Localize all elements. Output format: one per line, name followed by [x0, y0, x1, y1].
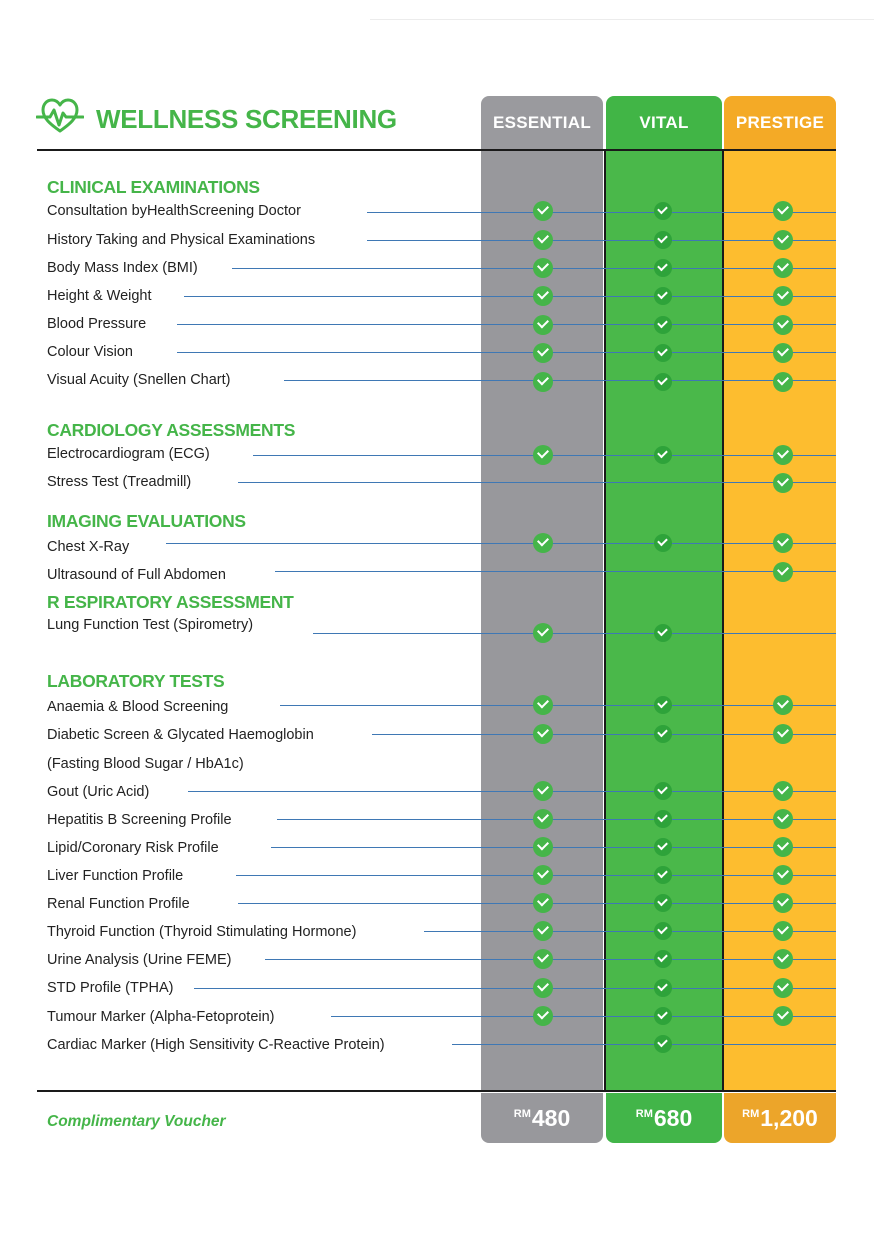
leader-line [271, 847, 836, 848]
check-icon [773, 809, 793, 829]
check-icon [773, 1006, 793, 1026]
check-icon [654, 979, 672, 997]
price-amount: 680 [653, 1105, 693, 1131]
leader-line [280, 705, 836, 706]
price-currency: RM [742, 1108, 760, 1120]
section-title: CLINICAL EXAMINATIONS [47, 177, 260, 197]
list-item: Gout (Uric Acid) [47, 784, 150, 800]
check-icon [654, 534, 672, 552]
check-icon [773, 372, 793, 392]
check-icon [654, 922, 672, 940]
price-amount: 480 [531, 1105, 571, 1131]
check-icon [773, 865, 793, 885]
header-rule [37, 149, 836, 151]
package-name-essential: ESSENTIAL [492, 113, 592, 132]
check-icon [654, 810, 672, 828]
check-icon [773, 724, 793, 744]
leader-line [177, 324, 836, 325]
leader-line [188, 791, 836, 792]
check-icon [533, 286, 553, 306]
check-icon [533, 837, 553, 857]
page-title: WELLNESS SCREENING [96, 104, 397, 134]
check-icon [533, 445, 553, 465]
check-icon [773, 837, 793, 857]
check-icon [654, 202, 672, 220]
check-icon [533, 623, 553, 643]
leader-line [331, 1016, 836, 1017]
check-icon [533, 809, 553, 829]
check-icon [533, 865, 553, 885]
package-header-prestige [724, 96, 836, 150]
check-icon [654, 446, 672, 464]
leader-line [275, 571, 836, 572]
check-icon [654, 838, 672, 856]
leader-line [452, 1044, 836, 1045]
check-icon [654, 1035, 672, 1053]
package-name-prestige: PRESTIGE [735, 113, 825, 132]
check-icon [654, 259, 672, 277]
check-icon [773, 201, 793, 221]
check-icon [533, 949, 553, 969]
check-icon [533, 372, 553, 392]
check-icon [654, 344, 672, 362]
check-icon [533, 724, 553, 744]
list-item: Tumour Marker (Alpha-Fetoprotein) [47, 1009, 275, 1025]
column-divider [722, 151, 724, 1091]
section-title: LABORATORY TESTS [47, 671, 225, 691]
leader-line [184, 296, 836, 297]
check-icon [773, 473, 793, 493]
check-icon [533, 781, 553, 801]
top-rule [370, 19, 874, 20]
check-icon [533, 1006, 553, 1026]
check-icon [773, 695, 793, 715]
check-icon [533, 258, 553, 278]
check-icon [533, 315, 553, 335]
check-icon [773, 258, 793, 278]
list-item: Consultation byHealthScreening Doctor [47, 203, 301, 219]
check-icon [654, 624, 672, 642]
leader-line [284, 380, 836, 381]
section-title: IMAGING EVALUATIONS [47, 511, 246, 531]
check-icon [773, 949, 793, 969]
check-icon [654, 866, 672, 884]
check-icon [654, 373, 672, 391]
list-item: Body Mass Index (BMI) [47, 260, 198, 276]
check-icon [773, 562, 793, 582]
list-item: Lung Function Test (Spirometry) [47, 617, 254, 633]
package-name-vital: VITAL [639, 113, 689, 132]
footer-rule [37, 1090, 836, 1092]
leader-line [367, 212, 836, 213]
list-item: STD Profile (TPHA) [47, 980, 174, 996]
column-divider [604, 151, 606, 1091]
leader-line [313, 633, 836, 634]
leader-line [238, 482, 836, 483]
package-price-vital [606, 1093, 722, 1143]
list-item: History Taking and Physical Examinations [47, 232, 316, 248]
check-icon [533, 893, 553, 913]
list-item: Cardiac Marker (High Sensitivity C-Reactive Protein) [47, 1037, 385, 1053]
check-icon [654, 950, 672, 968]
leader-line [372, 734, 836, 735]
check-icon [654, 725, 672, 743]
price-currency: RM [635, 1108, 653, 1120]
check-icon [773, 781, 793, 801]
complimentary-voucher: Complimentary Voucher [47, 1113, 226, 1130]
price-currency: RM [513, 1108, 531, 1120]
check-icon [773, 343, 793, 363]
section-title: R ESPIRATORY ASSESSMENT [47, 592, 294, 612]
list-item: Thyroid Function (Thyroid Stimulating Hormone) [47, 924, 357, 940]
check-icon [773, 230, 793, 250]
check-icon [654, 894, 672, 912]
check-icon [773, 533, 793, 553]
check-icon [533, 921, 553, 941]
list-item: Colour Vision [47, 344, 133, 360]
list-item: Ultrasound of Full Abdomen [47, 567, 226, 583]
leader-line [277, 819, 836, 820]
leader-line [177, 352, 836, 353]
check-icon [773, 445, 793, 465]
list-item: Electrocardiogram (ECG) [47, 446, 210, 462]
check-icon [533, 533, 553, 553]
leader-line [194, 988, 836, 989]
list-item: Blood Pressure [47, 316, 147, 332]
list-item: Stress Test (Treadmill) [47, 474, 192, 490]
check-icon [654, 287, 672, 305]
list-item: Chest X-Ray [47, 539, 130, 555]
check-icon [773, 893, 793, 913]
list-item: Urine Analysis (Urine FEME) [47, 952, 232, 968]
list-item: Renal Function Profile [47, 896, 190, 912]
package-header-essential [481, 96, 603, 150]
check-icon [654, 316, 672, 334]
leader-line [367, 240, 836, 241]
list-item: Lipid/Coronary Risk Profile [47, 840, 219, 856]
leader-line [166, 543, 836, 544]
list-item: Diabetic Screen & Glycated Haemoglobin [47, 727, 314, 743]
package-price-prestige [724, 1093, 836, 1143]
check-icon [533, 230, 553, 250]
package-header-vital [606, 96, 722, 150]
list-item: Hepatitis B Screening Profile [47, 812, 232, 828]
check-icon [533, 343, 553, 363]
check-icon [533, 695, 553, 715]
package-price-essential [481, 1093, 603, 1143]
check-icon [533, 201, 553, 221]
check-icon [654, 231, 672, 249]
list-item: Visual Acuity (Snellen Chart) [47, 372, 231, 388]
check-icon [773, 978, 793, 998]
list-item: Anaemia & Blood Screening [47, 699, 229, 715]
check-icon [773, 315, 793, 335]
list-item: Liver Function Profile [47, 868, 184, 884]
check-icon [773, 286, 793, 306]
list-item: Height & Weight [47, 288, 152, 304]
list-item: (Fasting Blood Sugar / HbA1c) [47, 756, 244, 772]
check-icon [533, 978, 553, 998]
check-icon [654, 782, 672, 800]
heart-pulse-icon [36, 97, 84, 135]
section-title: CARDIOLOGY ASSESSMENTS [47, 420, 296, 440]
check-icon [654, 696, 672, 714]
price-amount: 1,200 [760, 1105, 818, 1131]
check-icon [773, 921, 793, 941]
check-icon [654, 1007, 672, 1025]
